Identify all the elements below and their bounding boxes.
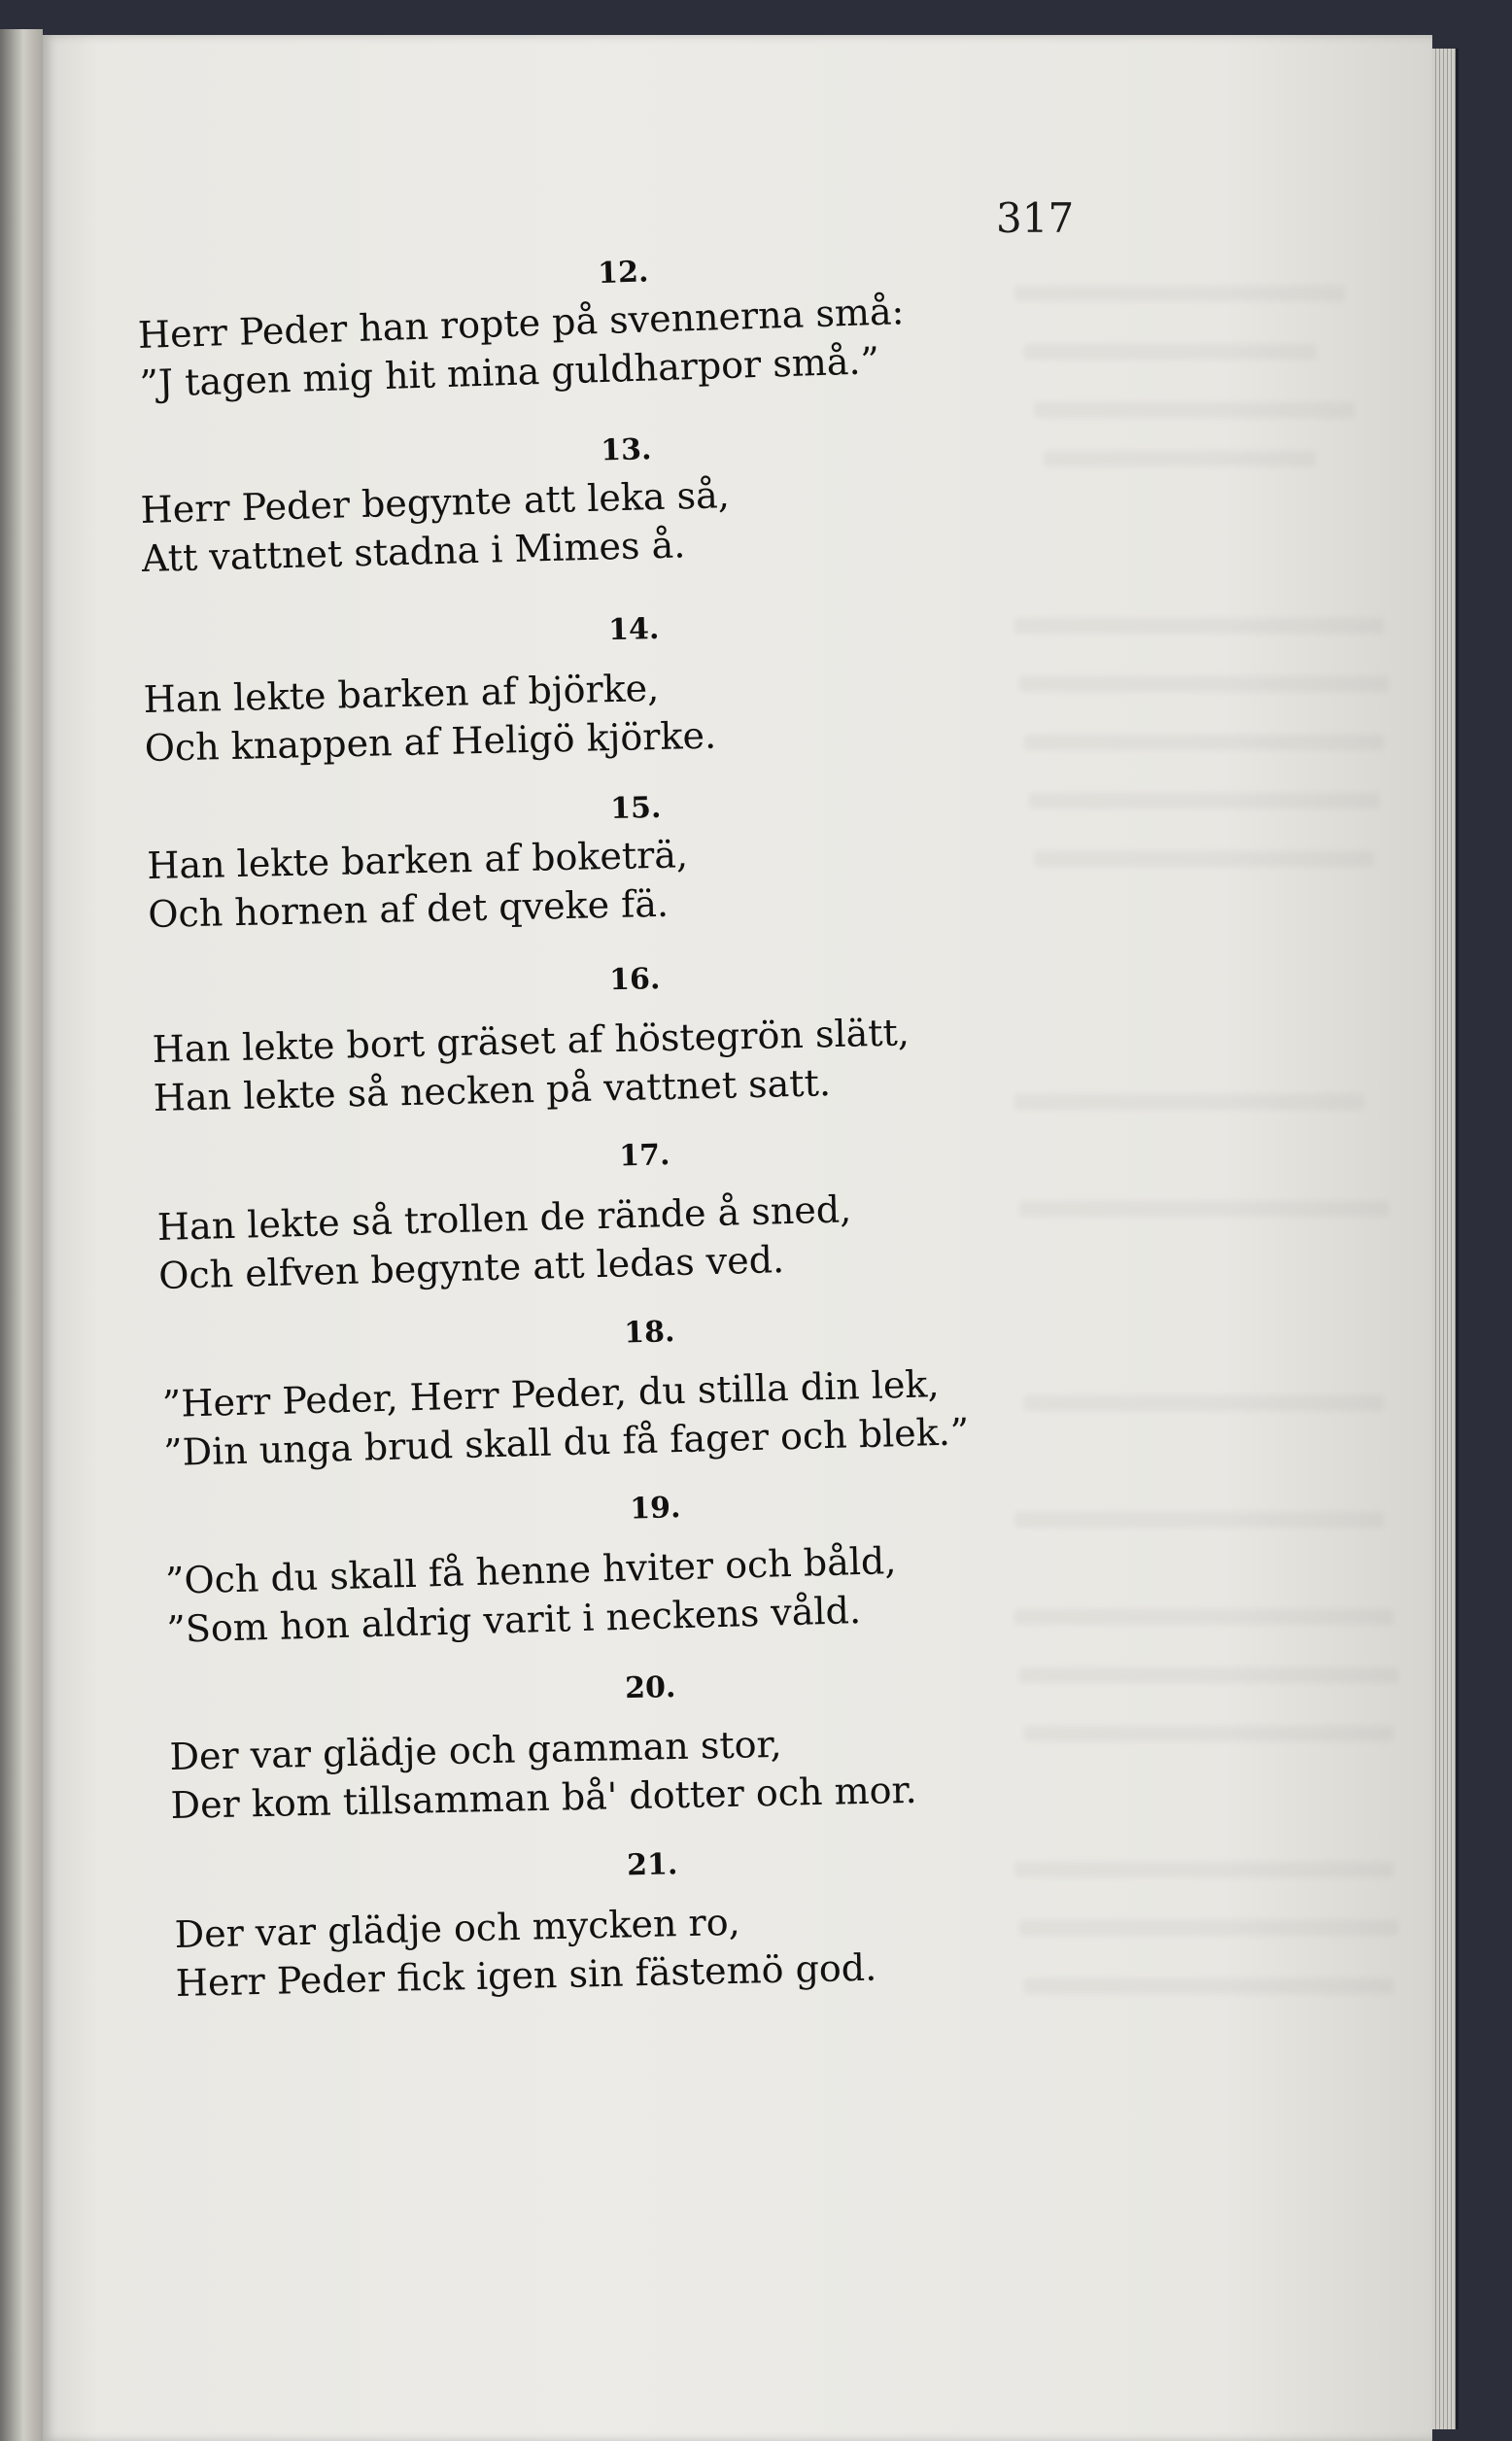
stanza-18 [160,1310,970,1477]
stanza-12 [136,250,907,408]
stanza-number: 13. [600,432,652,468]
stanza-16 [151,959,911,1122]
verse-line: Och knappen af Heligö kjörke. [144,713,717,770]
verse-line: Han lekte så necken på vattnet satt. [153,1061,832,1119]
verse-line: ”Herr Peder, Herr Peder, du stilla din lek, [161,1362,941,1426]
stanza-number: 15. [609,790,662,826]
verse-line: Der kom tillsamman bå' dotter och mor. [170,1768,917,1827]
verse-line: Att vattnet stadna i Mimes å. [141,523,686,580]
verse-line: Och elfven begynte att ledas ved. [157,1238,785,1297]
verse-line: Herr Peder han ropte på svennerna små: [137,290,905,357]
verse-line: Herr Peder fick igen sin fästemö god. [175,1945,877,2005]
stanza-15 [146,790,690,939]
verse-line: ”J tagen mig hit mina guldharpor små.” [138,339,880,405]
verse-line: ”Och du skall få henne hviter och båld, [164,1538,897,1602]
stanza-number: 18. [623,1315,675,1351]
verse-line: Och hornen af det qveke fä. [147,881,670,936]
verse-line: ”Som hon aldrig varit i neckens våld. [165,1589,862,1651]
page-number: 317 [996,194,1075,242]
verse-line: ”Din unga brud skall du få fager och blek.” [162,1410,970,1474]
verse-line: Herr Peder begynte att leka så, [140,473,731,532]
stanza-number: 21. [626,1847,678,1883]
verse-line: Han lekte barken af boketrä, [146,833,689,887]
facing-page-edge [0,29,43,2441]
stanza-20 [168,1668,917,1830]
stanza-number: 20. [624,1670,676,1706]
stanza-number: 14. [607,611,660,648]
stanza-14 [142,611,717,773]
stanza-number: 12. [597,255,649,292]
stanza-13 [139,433,732,583]
stanza-19 [163,1488,898,1654]
verse-line: Han lekte så trollen de rände å sned, [156,1187,852,1249]
verse-line: Han lekte barken af björke, [143,666,660,721]
verse-line: Der var glädje och gamman stor, [169,1722,782,1778]
stanza-number: 16. [608,962,661,998]
verse-line: Han lekte bort gräset af höstegrön slätt, [152,1011,911,1071]
stanza-17 [155,1136,853,1300]
stanza-number: 19. [629,1491,681,1527]
page-edges [1432,49,1459,2429]
verse-line: Der var glädje och mycken ro, [174,1900,741,1956]
stanza-number: 17. [618,1138,670,1174]
stanza-21 [173,1846,877,2008]
